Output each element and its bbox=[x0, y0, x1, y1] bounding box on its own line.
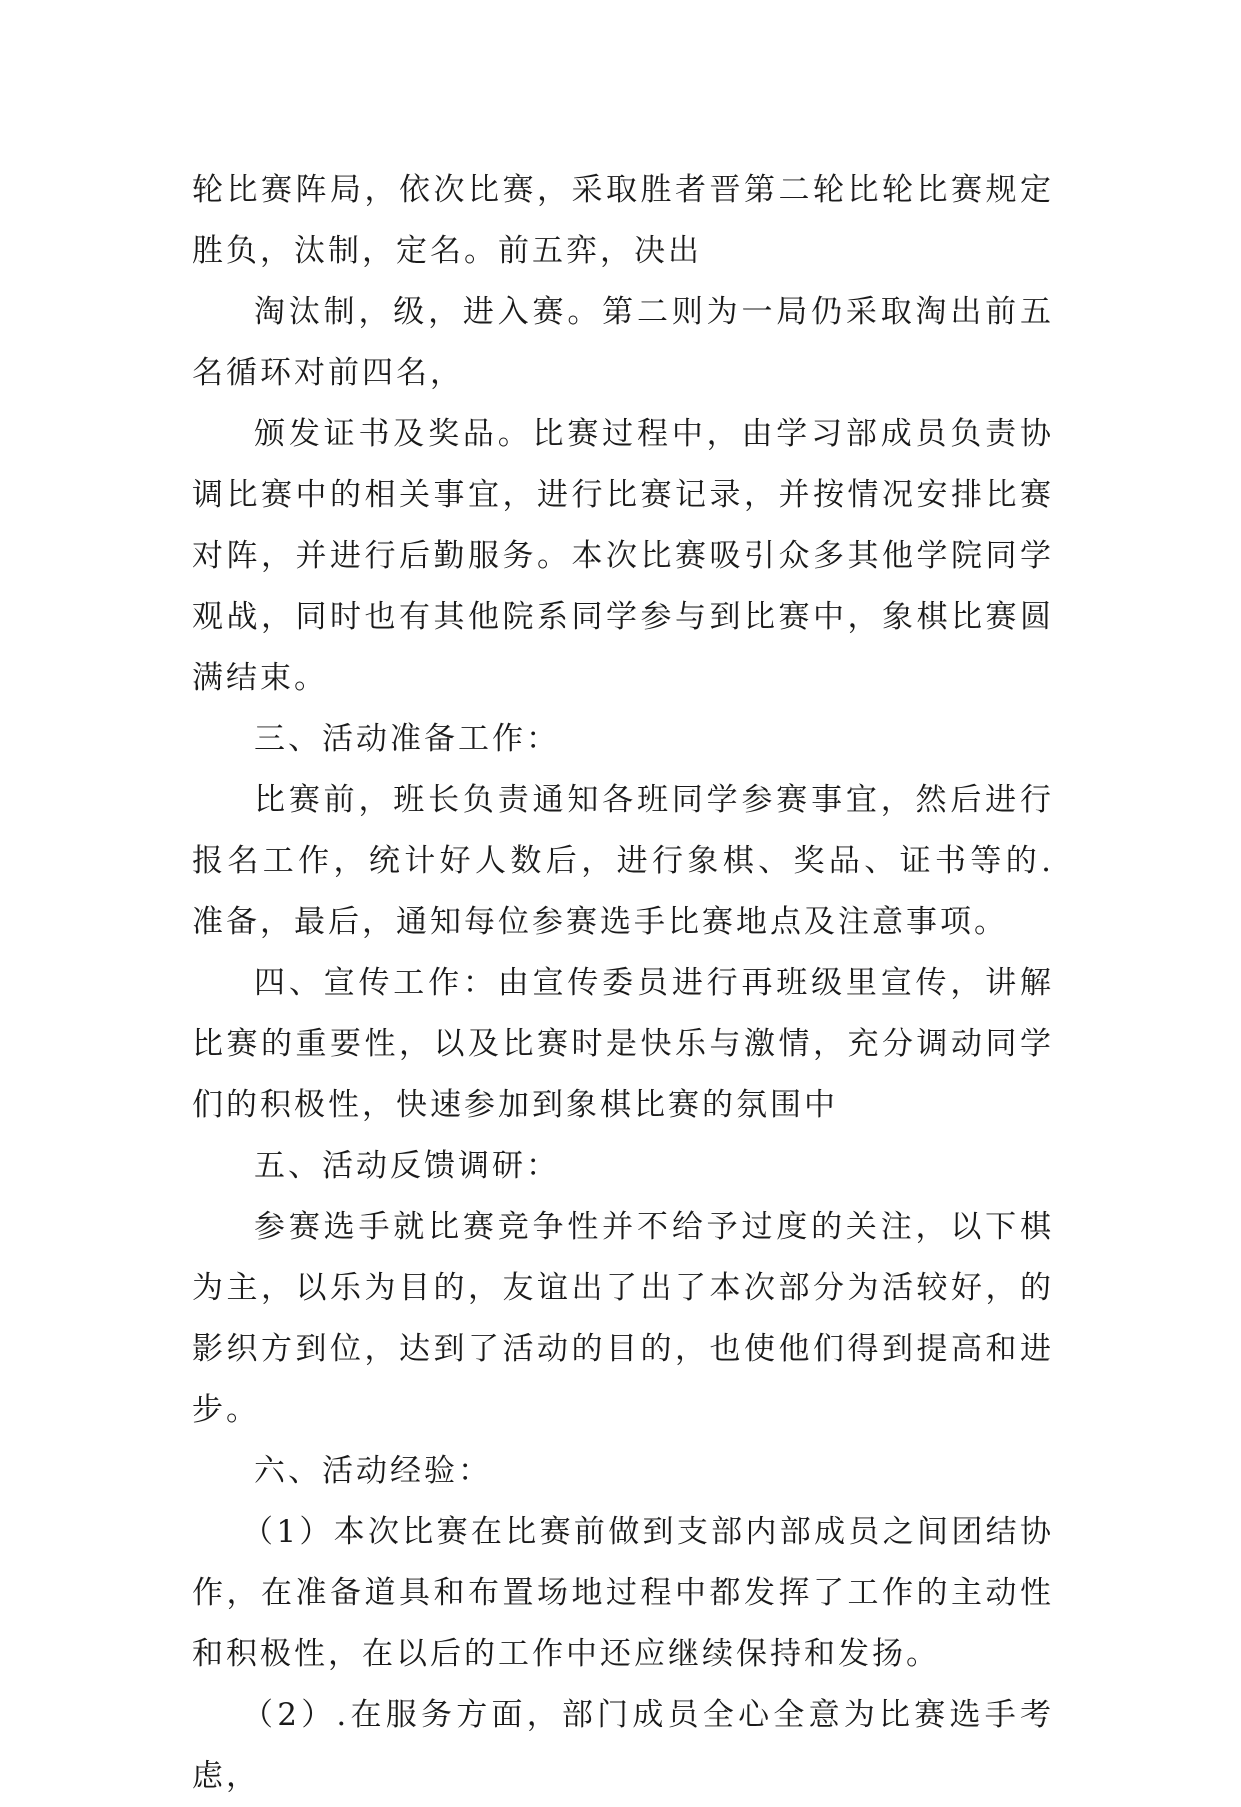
paragraph-feedback: 参赛选手就比赛竞争性并不给予过度的关注，以下棋为主，以乐为目的，友谊出了出了本次部分为活较好，的影织方到位，达到了活动的目的，也使他们得到提高和进步。 bbox=[192, 1209, 1054, 1428]
section-heading-feedback: 五、活动反馈调研： bbox=[254, 1148, 560, 1184]
paragraph-preparation: 比赛前，班长负责通知各班同学参赛事宜，然后进行报名工作，统计好人数后，进行象棋、奖品、证书等的.准备，最后，通知每位参赛选手比赛地点及注意事项。 bbox=[192, 782, 1054, 940]
document-page bbox=[192, 160, 1054, 1807]
section-heading-preparation: 三、活动准备工作： bbox=[254, 721, 560, 757]
paragraph-awards-process: 颁发证书及奖品。比赛过程中，由学习部成员负责协调比赛中的相关事宜，进行比赛记录，并按情况安排比赛对阵，并进行后勤服务。本次比赛吸引众多其他学院同学观战，同时也有其他院系同学参与到比赛中，象棋比赛圆满结束。 bbox=[192, 416, 1054, 696]
paragraph-match-format: 轮比赛阵局，依次比赛，采取胜者晋第二轮比轮比赛规定胜负，汰制，定名。前五弈，决出 bbox=[192, 172, 1054, 269]
section-heading-experience: 六、活动经验： bbox=[254, 1453, 492, 1489]
paragraph-experience-1: （1）本次比赛在比赛前做到支部内部成员之间团结协作，在准备道具和布置场地过程中都发挥了工作的主动性和积极性，在以后的工作中还应继续保持和发扬。 bbox=[192, 1514, 1054, 1672]
paragraph-experience-2: （2）.在服务方面，部门成员全心全意为比赛选手考虑， bbox=[192, 1697, 1054, 1794]
paragraph-elimination-rules: 淘汰制，级，进入赛。第二则为一局仍采取淘出前五名循环对前四名， bbox=[192, 294, 1054, 391]
paragraph-publicity: 四、宣传工作：由宣传委员进行再班级里宣传，讲解比赛的重要性，以及比赛时是快乐与激情，充分调动同学们的积极性，快速参加到象棋比赛的氛围中 bbox=[192, 965, 1054, 1123]
